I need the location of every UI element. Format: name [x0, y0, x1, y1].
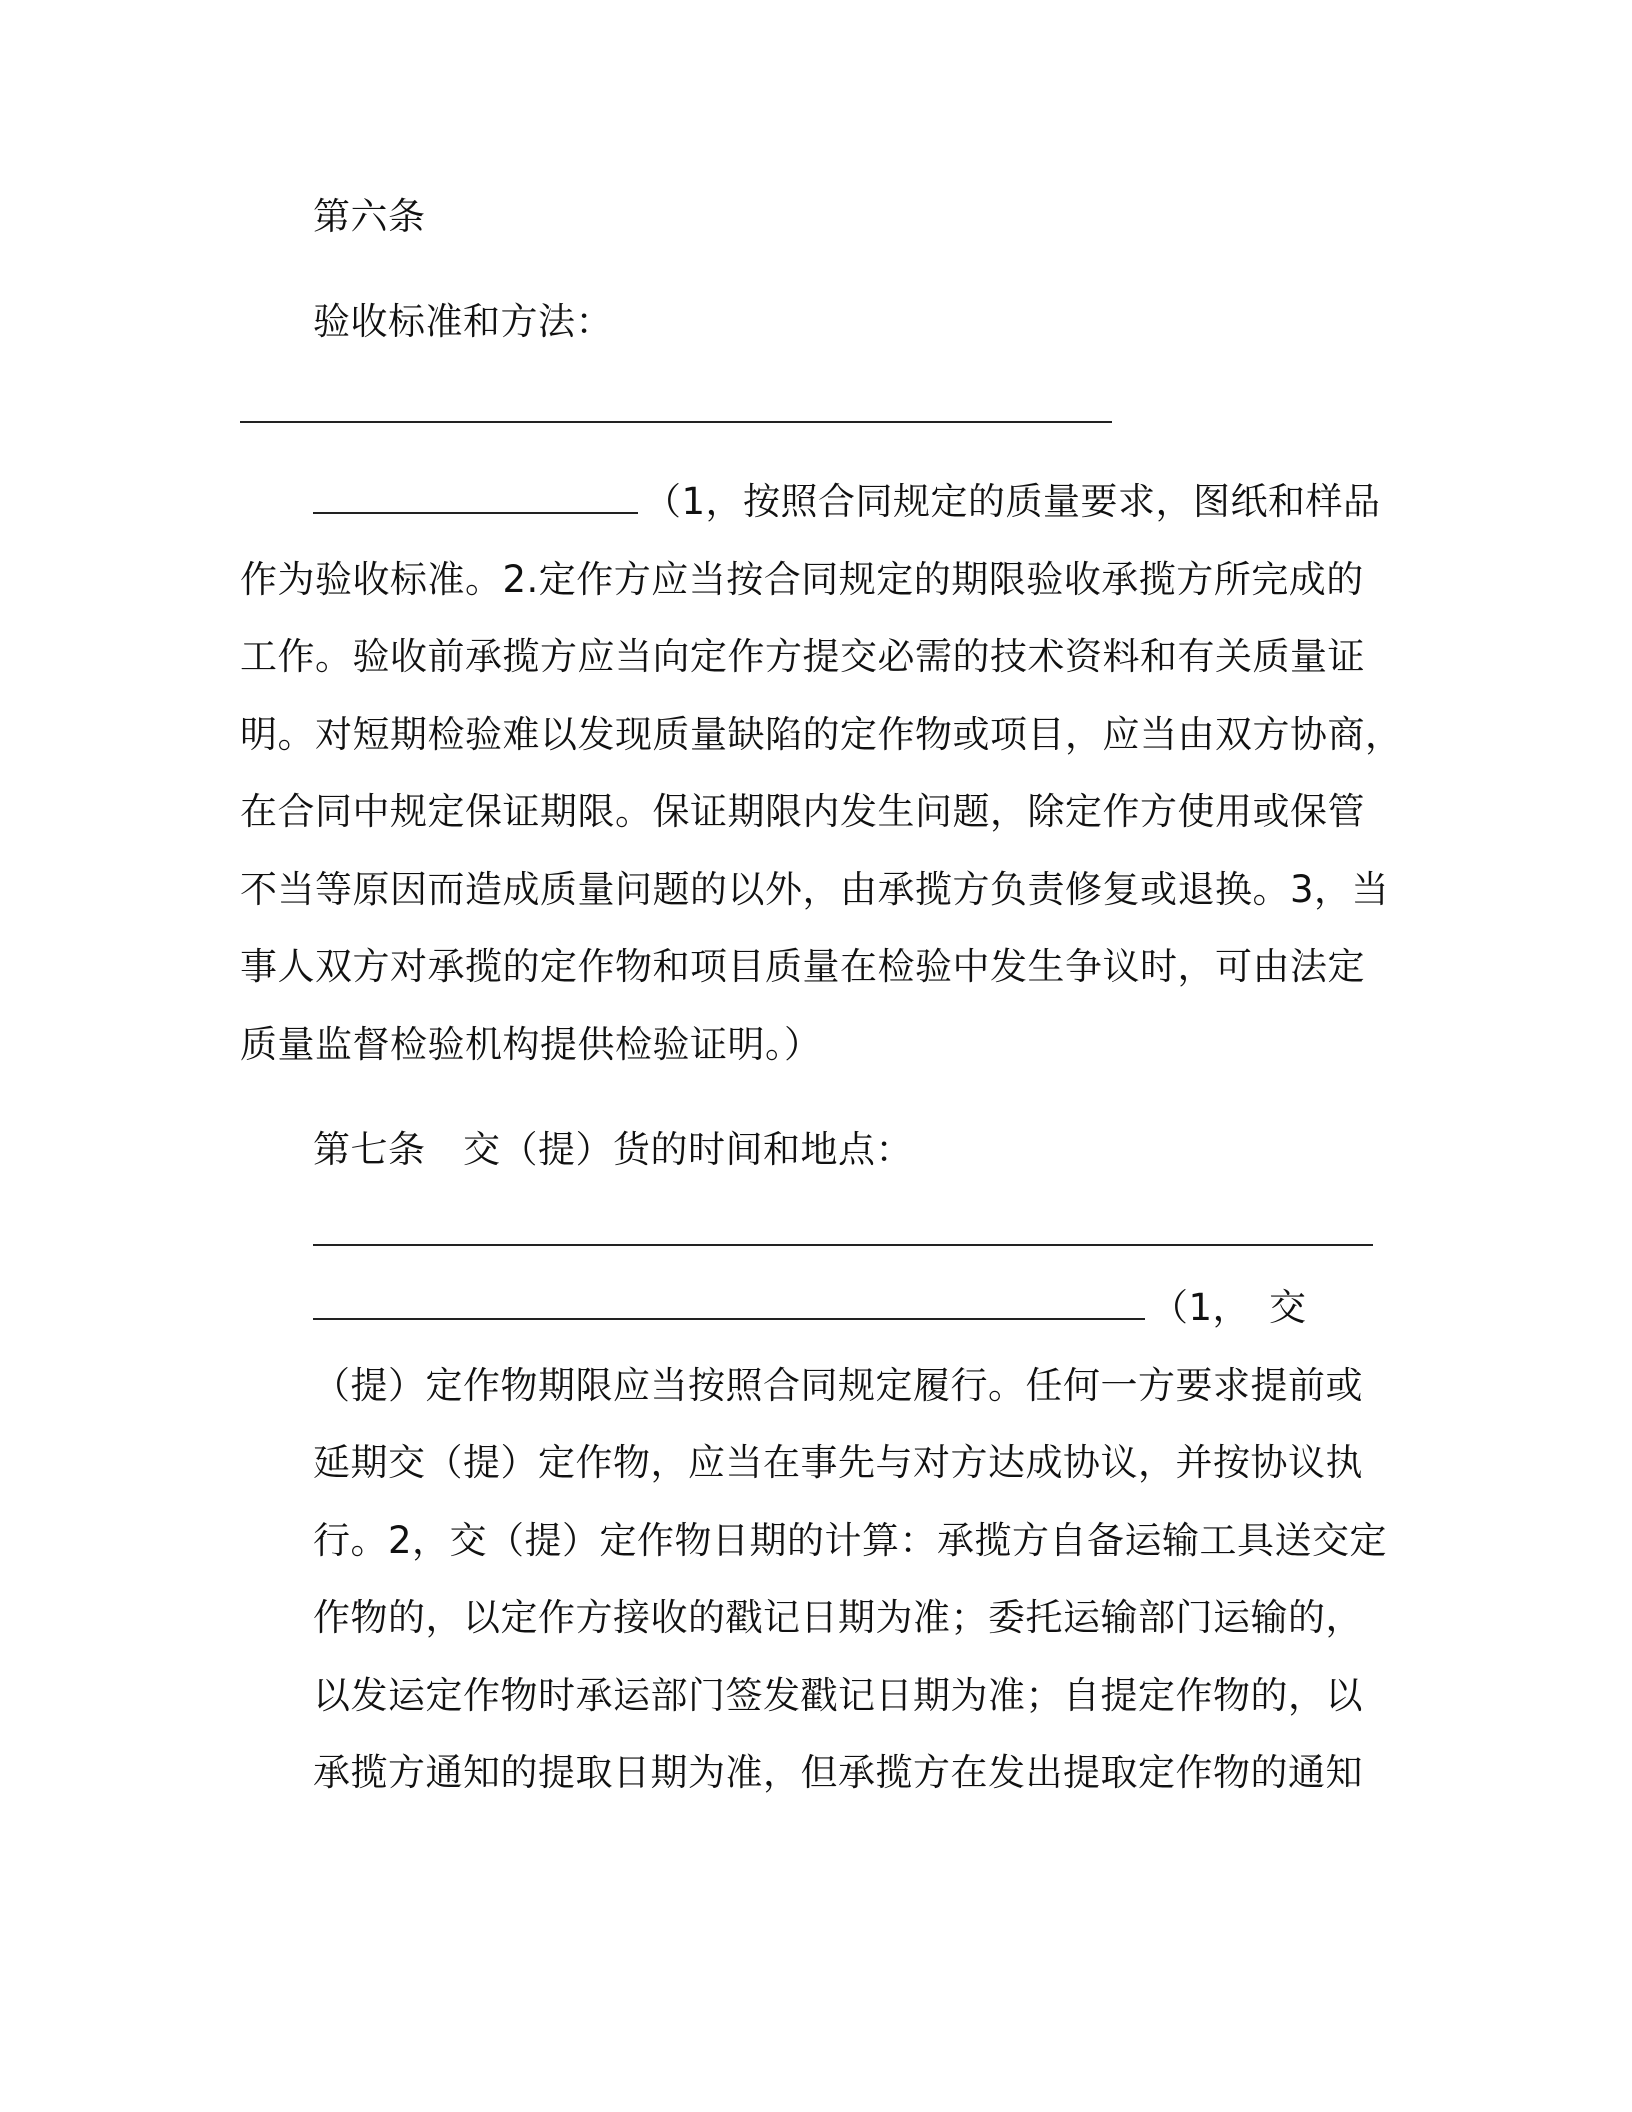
article-7-line-6: 承揽方通知的提取日期为准，但承揽方在发出提取定作物的通知	[313, 1751, 1363, 1794]
article-6-line-5: 在合同中规定保证期限。保证期限内发生问题，除定作方使用或保管	[240, 790, 1365, 833]
article-7-line-2: 延期交（提）定作物，应当在事先与对方达成协议，并按协议执	[313, 1441, 1363, 1484]
article-7-heading: 第七条 交（提）货的时间和地点：	[313, 1128, 913, 1171]
fill-in-blank-inline	[313, 1284, 1145, 1320]
article-7-line-5: 以发运定作物时承运部门签发戳记日期为准；自提定作物的，以	[313, 1674, 1363, 1717]
article-6-heading: 第六条	[313, 195, 426, 238]
article-7-line-1: （提）定作物期限应当按照合同规定履行。任何一方要求提前或	[313, 1364, 1363, 1407]
article-7-line-3: 行。2，交（提）定作物日期的计算：承揽方自备运输工具送交定	[313, 1519, 1388, 1562]
fill-in-blank-line	[313, 1244, 1373, 1246]
article-7-line-4: 作物的，以定作方接收的戳记日期为准；委托运输部门运输的，	[313, 1596, 1363, 1639]
fill-in-blank-inline	[313, 478, 638, 514]
article-6-line-1-text: （1，按照合同规定的质量要求，图纸和样品	[644, 480, 1381, 523]
article-6-line-1	[313, 477, 1381, 527]
article-7-line-0-text: （1， 交	[1151, 1286, 1307, 1329]
fill-in-blank-line	[240, 421, 1112, 423]
article-6-line-2: 作为验收标准。2.定作方应当按合同规定的期限验收承揽方所完成的	[240, 558, 1364, 601]
article-6-line-4: 明。对短期检验难以发现质量缺陷的定作物或项目，应当由双方协商，	[240, 713, 1403, 756]
article-6-line-8: 质量监督检验机构提供检验证明。）	[240, 1023, 822, 1066]
article-6-line-7: 事人双方对承揽的定作物和项目质量在检验中发生争议时，可由法定	[240, 945, 1365, 988]
article-7-line-0	[313, 1283, 1307, 1333]
article-6-subheading: 验收标准和方法：	[313, 300, 613, 343]
article-6-line-3: 工作。验收前承揽方应当向定作方提交必需的技术资料和有关质量证	[240, 635, 1365, 678]
article-6-line-6: 不当等原因而造成质量问题的以外，由承揽方负责修复或退换。3，当	[240, 868, 1390, 911]
